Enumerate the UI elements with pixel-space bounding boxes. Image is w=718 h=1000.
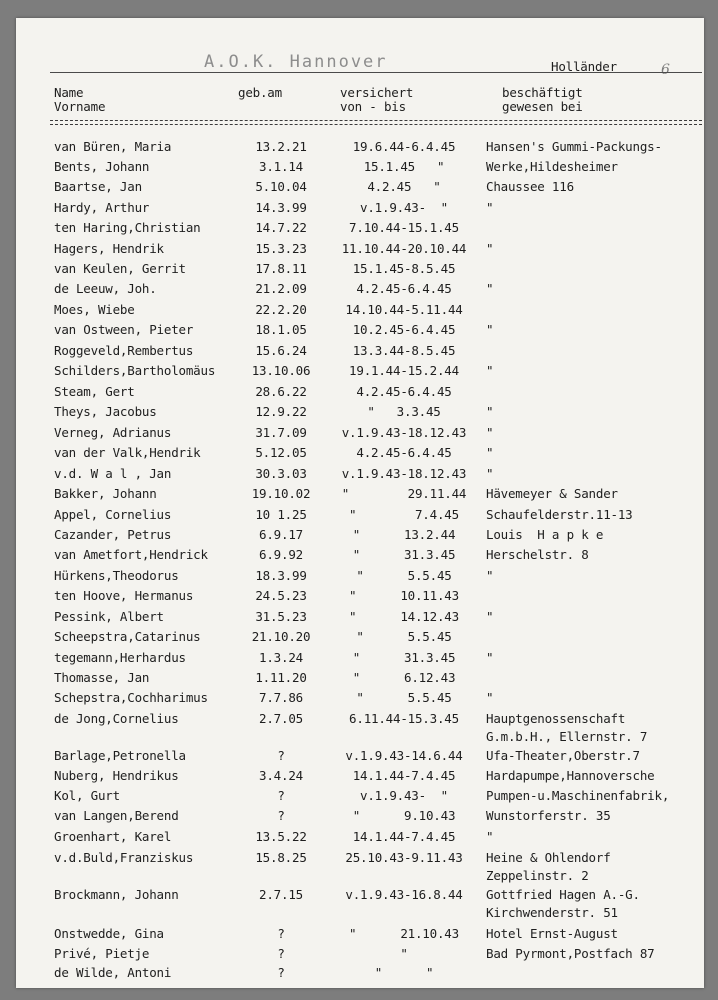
cell-birthdate: 12.9.22 bbox=[255, 404, 307, 419]
cell-insured-period: " bbox=[400, 946, 408, 961]
cell-insured-period: " 7.4.45 bbox=[349, 507, 459, 522]
cell-insured-period: " 14.12.43 bbox=[349, 609, 459, 624]
header-rule-2 bbox=[50, 124, 702, 125]
cell-insured-period: 25.10.43-9.11.43 bbox=[345, 850, 463, 865]
cell-employer: Zeppelinstr. 2 bbox=[486, 868, 589, 883]
cell-birthdate: 5.10.04 bbox=[255, 179, 307, 194]
cell-employer: Hotel Ernst-August bbox=[486, 926, 618, 941]
cell-name: Theys, Jacobus bbox=[54, 404, 157, 419]
cell-birthdate: 6.9.92 bbox=[259, 547, 303, 562]
cell-insured-period: v.1.9.43-18.12.43 bbox=[341, 466, 467, 481]
document-page bbox=[16, 18, 704, 988]
cell-birthdate: 13.5.22 bbox=[255, 829, 307, 844]
cell-name: Barlage,Petronella bbox=[54, 748, 186, 763]
cell-name: de Wilde, Antoni bbox=[54, 965, 172, 980]
cell-insured-period: 4.2.45-6.4.45 bbox=[356, 384, 452, 399]
cell-employer: " bbox=[486, 690, 494, 705]
header-rule-1 bbox=[50, 120, 702, 121]
cell-birthdate: 21.2.09 bbox=[255, 281, 307, 296]
cell-insured-period: " 31.3.45 bbox=[352, 547, 456, 562]
cell-insured-period: 15.1.45-8.5.45 bbox=[352, 261, 456, 276]
cell-name: Privé, Pietje bbox=[54, 946, 150, 961]
cell-insured-period: 11.10.44-20.10.44 bbox=[341, 241, 467, 256]
cell-employer: Hauptgenossenschaft bbox=[486, 711, 626, 726]
cell-insured-period: " 5.5.45 bbox=[356, 629, 452, 644]
cell-birthdate: ? bbox=[277, 748, 285, 763]
nationality-label: Holländer bbox=[551, 59, 617, 74]
cell-birthdate: 21.10.20 bbox=[251, 629, 311, 644]
cell-insured-period: 14.1.44-7.4.45 bbox=[352, 768, 456, 783]
cell-employer: Schaufelderstr.11-13 bbox=[486, 507, 633, 522]
cell-employer: Werke,Hildesheimer bbox=[486, 159, 618, 174]
cell-insured-period: " " bbox=[374, 965, 434, 980]
col-firstname-header: Vorname bbox=[54, 99, 106, 114]
cell-employer: " bbox=[486, 568, 494, 583]
cell-insured-period: 19.1.44-15.2.44 bbox=[349, 363, 459, 378]
cell-insured-period: " 10.11.43 bbox=[349, 588, 459, 603]
cell-birthdate: ? bbox=[277, 808, 285, 823]
cell-employer: Chaussee 116 bbox=[486, 179, 574, 194]
col-born-header: geb.am bbox=[238, 85, 282, 100]
cell-birthdate: 15.8.25 bbox=[255, 850, 307, 865]
cell-birthdate: 13.10.06 bbox=[251, 363, 311, 378]
cell-birthdate: 30.3.03 bbox=[255, 466, 307, 481]
cell-employer: " bbox=[486, 200, 494, 215]
cell-name: Roggeveld,Rembertus bbox=[54, 343, 194, 358]
cell-name: Groenhart, Karel bbox=[54, 829, 172, 844]
cell-name: Schilders,Bartholomäus bbox=[54, 363, 216, 378]
cell-employer: " bbox=[486, 466, 494, 481]
col-employed-subheader: gewesen bei bbox=[502, 99, 583, 114]
col-insured-header: versichert bbox=[340, 85, 414, 100]
cell-name: van Ametfort,Hendrick bbox=[54, 547, 208, 562]
cell-employer: " bbox=[486, 829, 494, 844]
cell-employer: Gottfried Hagen A.-G. bbox=[486, 887, 640, 902]
cell-name: Steam, Gert bbox=[54, 384, 135, 399]
cell-birthdate: 31.7.09 bbox=[255, 425, 307, 440]
cell-birthdate: 3.4.24 bbox=[259, 768, 303, 783]
cell-insured-period: 14.1.44-7.4.45 bbox=[352, 829, 456, 844]
cell-employer: Kirchwenderstr. 51 bbox=[486, 905, 618, 920]
cell-birthdate: ? bbox=[277, 788, 285, 803]
cell-name: de Jong,Cornelius bbox=[54, 711, 179, 726]
cell-employer: Louis H a p k e bbox=[486, 527, 604, 542]
cell-birthdate: 28.6.22 bbox=[255, 384, 307, 399]
cell-birthdate: 6.9.17 bbox=[259, 527, 303, 542]
cell-name: Moes, Wiebe bbox=[54, 302, 135, 317]
cell-insured-period: 14.10.44-5.11.44 bbox=[345, 302, 463, 317]
col-employed-header: beschäftigt bbox=[502, 85, 583, 100]
header-top-rule bbox=[50, 72, 702, 73]
pencil-mark: 6 bbox=[661, 62, 670, 78]
cell-employer: " bbox=[486, 241, 494, 256]
cell-birthdate: 17.8.11 bbox=[255, 261, 307, 276]
cell-employer: Wunstorferstr. 35 bbox=[486, 808, 611, 823]
cell-name: Scheepstra,Catarinus bbox=[54, 629, 201, 644]
cell-birthdate: 10 1.25 bbox=[255, 507, 307, 522]
cell-insured-period: v.1.9.43-14.6.44 bbox=[345, 748, 463, 763]
cell-name: v.d. W a l , Jan bbox=[54, 466, 172, 481]
cell-name: Hürkens,Theodorus bbox=[54, 568, 179, 583]
cell-insured-period: 15.1.45 " bbox=[363, 159, 445, 174]
cell-birthdate: 2.7.05 bbox=[259, 711, 303, 726]
cell-name: ten Hoove, Hermanus bbox=[54, 588, 194, 603]
cell-birthdate: 14.7.22 bbox=[255, 220, 307, 235]
cell-birthdate: 1.11.20 bbox=[255, 670, 307, 685]
cell-insured-period: v.1.9.43- " bbox=[360, 200, 448, 215]
cell-employer: " bbox=[486, 322, 494, 337]
cell-birthdate: 15.3.23 bbox=[255, 241, 307, 256]
col-insured-subheader: von - bis bbox=[340, 99, 406, 114]
cell-insured-period: " 3.3.45 bbox=[367, 404, 441, 419]
cell-name: Baartse, Jan bbox=[54, 179, 142, 194]
cell-birthdate: 14.3.99 bbox=[255, 200, 307, 215]
cell-employer: Bad Pyrmont,Postfach 87 bbox=[486, 946, 655, 961]
cell-employer: " bbox=[486, 404, 494, 419]
cell-insured-period: " 13.2.44 bbox=[352, 527, 456, 542]
cell-birthdate: 2.7.15 bbox=[259, 887, 303, 902]
cell-name: Schepstra,Cochharimus bbox=[54, 690, 208, 705]
cell-birthdate: 18.3.99 bbox=[255, 568, 307, 583]
cell-insured-period: 4.2.45-6.4.45 bbox=[356, 445, 452, 460]
cell-insured-period: 13.3.44-8.5.45 bbox=[352, 343, 456, 358]
cell-name: van Büren, Maria bbox=[54, 139, 172, 154]
cell-name: de Leeuw, Joh. bbox=[54, 281, 157, 296]
cell-name: Nuberg, Hendrikus bbox=[54, 768, 179, 783]
cell-employer: " bbox=[486, 281, 494, 296]
cell-name: v.d.Buld,Franziskus bbox=[54, 850, 194, 865]
cell-birthdate: 22.2.20 bbox=[255, 302, 307, 317]
cell-employer: Pumpen-u.Maschinenfabrik, bbox=[486, 788, 670, 803]
cell-insured-period: " 5.5.45 bbox=[356, 568, 452, 583]
cell-name: Onstwedde, Gina bbox=[54, 926, 164, 941]
cell-birthdate: 18.1.05 bbox=[255, 322, 307, 337]
cell-birthdate: ? bbox=[277, 946, 285, 961]
cell-name: tegemann,Herhardus bbox=[54, 650, 186, 665]
cell-employer: Hansen's Gummi-Packungs- bbox=[486, 139, 662, 154]
cell-insured-period: " 31.3.45 bbox=[352, 650, 456, 665]
cell-employer: " bbox=[486, 445, 494, 460]
cell-insured-period: " 9.10.43 bbox=[352, 808, 456, 823]
cell-birthdate: 13.2.21 bbox=[255, 139, 307, 154]
cell-birthdate: 1.3.24 bbox=[259, 650, 303, 665]
cell-insured-period: " 21.10.43 bbox=[349, 926, 459, 941]
cell-employer: " bbox=[486, 363, 494, 378]
cell-birthdate: 24.5.23 bbox=[255, 588, 307, 603]
cell-insured-period: v.1.9.43-18.12.43 bbox=[341, 425, 467, 440]
cell-employer: " bbox=[486, 609, 494, 624]
cell-insured-period: 19.6.44-6.4.45 bbox=[352, 139, 456, 154]
cell-insured-period: v.1.9.43-16.8.44 bbox=[345, 887, 463, 902]
cell-name: Cazander, Petrus bbox=[54, 527, 172, 542]
cell-employer: " bbox=[486, 425, 494, 440]
cell-employer: " bbox=[486, 650, 494, 665]
cell-employer: Hävemeyer & Sander bbox=[486, 486, 618, 501]
cell-insured-period: 10.2.45-6.4.45 bbox=[352, 322, 456, 337]
cell-name: ten Haring,Christian bbox=[54, 220, 201, 235]
cell-name: Hardy, Arthur bbox=[54, 200, 150, 215]
cell-employer: Herschelstr. 8 bbox=[486, 547, 589, 562]
cell-insured-period: " 6.12.43 bbox=[352, 670, 456, 685]
cell-name: van Langen,Berend bbox=[54, 808, 179, 823]
cell-insured-period: 7.10.44-15.1.45 bbox=[349, 220, 459, 235]
cell-name: van Keulen, Gerrit bbox=[54, 261, 186, 276]
cell-name: Appel, Cornelius bbox=[54, 507, 172, 522]
cell-birthdate: ? bbox=[277, 926, 285, 941]
cell-name: Bakker, Johann bbox=[54, 486, 157, 501]
cell-employer: G.m.b.H., Ellernstr. 7 bbox=[486, 729, 648, 744]
cell-insured-period: 4.2.45 " bbox=[367, 179, 441, 194]
cell-birthdate: 15.6.24 bbox=[255, 343, 307, 358]
col-name-header: Name bbox=[54, 85, 84, 100]
cell-employer: Heine & Ohlendorf bbox=[486, 850, 611, 865]
cell-insured-period: 6.11.44-15.3.45 bbox=[349, 711, 459, 726]
office-stamp: A.O.K. Hannover bbox=[204, 52, 388, 72]
cell-birthdate: 19.10.02 bbox=[251, 486, 311, 501]
cell-birthdate: 5.12.05 bbox=[255, 445, 307, 460]
cell-insured-period: " 5.5.45 bbox=[356, 690, 452, 705]
cell-name: van Ostween, Pieter bbox=[54, 322, 194, 337]
cell-name: Hagers, Hendrik bbox=[54, 241, 164, 256]
cell-birthdate: 31.5.23 bbox=[255, 609, 307, 624]
cell-birthdate: ? bbox=[277, 965, 285, 980]
cell-insured-period: v.1.9.43- " bbox=[360, 788, 448, 803]
cell-employer: Hardapumpe,Hannoversche bbox=[486, 768, 655, 783]
cell-insured-period: 4.2.45-6.4.45 bbox=[356, 281, 452, 296]
cell-insured-period: " 29.11.44 bbox=[341, 486, 467, 501]
cell-name: Brockmann, Johann bbox=[54, 887, 179, 902]
cell-name: van der Valk,Hendrik bbox=[54, 445, 201, 460]
cell-birthdate: 7.7.86 bbox=[259, 690, 303, 705]
cell-name: Thomasse, Jan bbox=[54, 670, 150, 685]
cell-name: Bents, Johann bbox=[54, 159, 150, 174]
cell-employer: Ufa-Theater,Oberstr.7 bbox=[486, 748, 640, 763]
cell-name: Pessink, Albert bbox=[54, 609, 164, 624]
cell-birthdate: 3.1.14 bbox=[259, 159, 303, 174]
cell-name: Verneg, Adrianus bbox=[54, 425, 172, 440]
cell-name: Kol, Gurt bbox=[54, 788, 120, 803]
